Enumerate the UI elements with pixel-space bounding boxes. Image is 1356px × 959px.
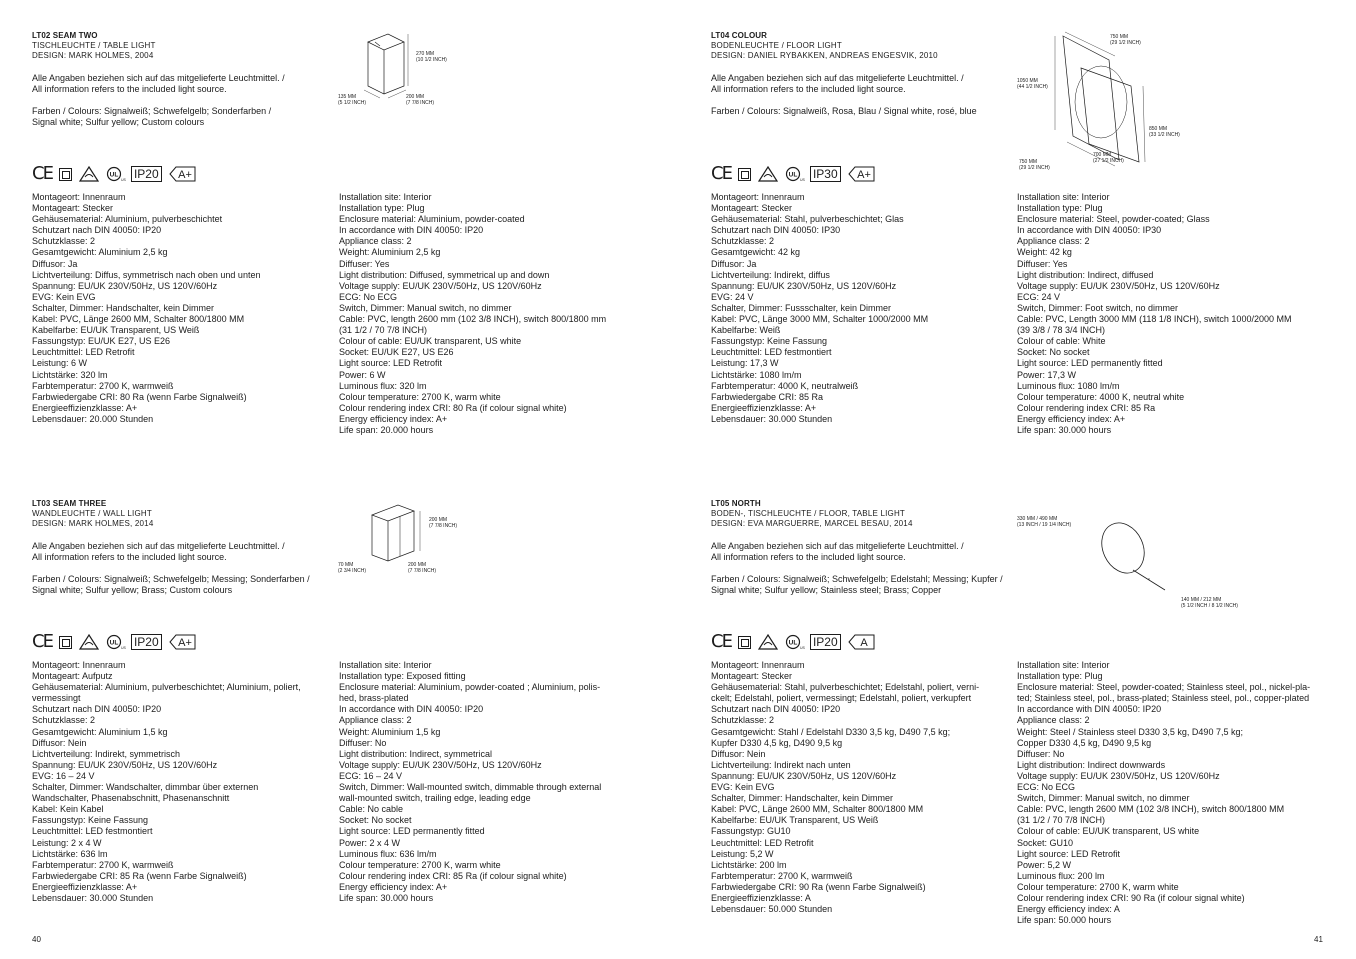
- lt02-drawing: [336, 28, 466, 108]
- colours-note: Farben / Colours: Signalweiß, Rosa, Blau / Signal white, rosé, blue: [711, 106, 977, 116]
- dim-label: 750 MM: [1110, 34, 1129, 40]
- dim-label: (27 1/2 INCH): [1093, 158, 1124, 164]
- spec-list-en: Installation site: Interior Installation type: Plug Enclosure material: Aluminium, powder-coated In accordance with DIN 40050: IP20 Appliance class: 2 Weight: Aluminium 2,5 kg Diffuser: Yes Light distribution: Diffused, symmetrical up and down Voltage supply: EU/UK 230V/50Hz, US 120V/60Hz ECG: No ECG Switch, Dimmer: Manual switch, no dimmer Cable: PVC, length 2600 mm (102 3/8 INCH), switch 800/1800 mm (31 1/2 / 70 7/8 INCH) Colour of cable: EU/UK transparent, US white Socket: EU/UK E27, US E26 Light source: LED Retrofit Power: 6 W Luminous flux: 320 lm Colour temperature: 2700 K, warm white Colour rendering index CRI: 80 Ra (if colour signal white) Energy efficiency index: A+ Life span: 20.000 hours: [339, 192, 607, 435]
- dim-label: (13 INCH / 19 1/4 INCH): [1017, 522, 1072, 528]
- product-type: BODEN-, TISCHLEUCHTE / FLOOR, TABLE LIGHT: [711, 509, 906, 518]
- info-note: Alle Angaben beziehen sich auf das mitgelieferte Leuchtmittel. / All information refers to the included light source.: [711, 541, 964, 562]
- spec-list-de: Montageort: Innenraum Montageart: Aufputz Gehäusematerial: Aluminium, pulverbeschichtet; Aluminium, poliert, vermessingt Schutzart nach DIN 40050: IP20 Schutzklasse: 2 Gesamtgewicht: Aluminium 1,5 kg Diffusor: Nein Lichtverteilung: Indirekt, symmetrisch Spannung: EU/UK 230V/50Hz, US 120V/60Hz EVG: 16 – 24 V Schalter, Dimmer: Wandschalter, dimmbar über externen Wandschalter, Phasenabschnitt, Phasenanschnitt Kabel: Kein Kabel Fassungstyp: Keine Fassung Leuchtmittel: LED festmontiert Leistung: 2 x 4 W Lichtstärke: 636 lm Farbtemperatur: 2700 K, warmweiß Farbwiedergabe CRI: 85 Ra (wenn Farbe Signalweiß) Energieeffizienzklasse: A+ Lebensdauer: 30.000 Stunden: [32, 660, 301, 903]
- dim-label: (44 1/2 INCH): [1017, 84, 1048, 90]
- svg-text:UL: UL: [788, 171, 798, 179]
- energy-class-icon: [169, 634, 196, 650]
- ce-mark-icon: CE: [32, 163, 52, 184]
- dim-label: (7 7/8 INCH): [408, 568, 437, 574]
- spec-list-de: Montageort: Innenraum Montageart: Stecker Gehäusematerial: Stahl, pulverbeschichtet; Edelstahl, poliert, verni- ckelt; Edelstahl, poliert, vermessingt; Edelstahl, poliert, verkupfert Schutzart nach DIN 40050: IP20 Schutzklasse: 2 Gesamtgewicht: Stahl / Edelstahl D330 3,5 kg, D490 7,5 kg; Kupfer D330 4,5 kg, D490 9,5 kg Diffusor: Nein Lichtverteilung: Indirekt nach unten Spannung: EU/UK 230V/50Hz, US 120V/60Hz EVG: Kein EVG Schalter, Dimmer: Handschalter, kein Dimmer Kabel: PVC, Länge 2600 MM, Schalter 800/1800 MM Kabelfarbe: EU/UK Transparent, US Weiß Fassungstyp: GU10 Leuchtmittel: LED Retrofit Leistung: 5,2 W Lichtstärke: 200 lm Farbtemperatur: 2700 K, warmweiß Farbwiedergabe CRI: 90 Ra (wenn Farbe Signalweiß) Energieeffizienzklasse: A Lebensdauer: 50.000 Stunden: [711, 660, 980, 915]
- svg-text:UL: UL: [109, 639, 119, 647]
- dim-label: 700 MM: [1093, 152, 1112, 158]
- dim-label: 140 MM / 212 MM: [1181, 597, 1222, 603]
- info-note: Alle Angaben beziehen sich auf das mitgelieferte Leuchtmittel. / All information refers to the included light source.: [711, 73, 964, 94]
- page-number-left: 40: [32, 935, 41, 944]
- energy-class-icon: [169, 166, 196, 182]
- dim-label: 200 MM: [429, 517, 448, 523]
- lt04-drawing: [1015, 30, 1195, 175]
- ul-mark-icon: [106, 166, 124, 182]
- rcm-triangle-icon: [79, 166, 99, 182]
- ip-rating-badge: IP20: [131, 166, 162, 182]
- svg-text:UL: UL: [109, 171, 119, 179]
- lt03-drawing: [336, 497, 476, 579]
- svg-text:US: US: [120, 178, 126, 182]
- product-title: LT04 COLOUR: [711, 31, 768, 40]
- dim-label: 200 MM: [406, 94, 425, 100]
- spec-list-en: Installation site: Interior Installation type: Plug Enclosure material: Steel, powder-coated; Stainless steel, pol., nickel-pla- ted; Stainless steel, pol., brass-plated; Stainless steel, pol., copper-plated In accordance with DIN 40050: IP20 Appliance class: 2 Weight: Steel / Stainless steel D330 3,5 kg, D490 7,5 kg; Copper D330 4,5 kg, D490 9,5 kg Diffuser: No Light distribution: Indirect downwards Voltage supply: EU/UK 230V/50Hz, US 120V/60Hz ECG: No ECG Switch, Dimmer: Manual switch, no dimmer Cable: PVC, length 2600 MM (102 3/8 INCH), switch 800/1800 MM (31 1/2 / 70 7/8 INCH) Colour of cable: EU/UK transparent, US white Socket: GU10 Light source: LED Retrofit Power: 5,2 W Luminous flux: 200 lm Colour temperature: 2700 K, warm white Colour rendering index CRI: 90 Ra (if colour signal white) Energy efficiency index: A Life span: 50.000 hours: [1017, 660, 1311, 926]
- dim-label: (5 1/2 INCH / 8 1/2 INCH): [1181, 603, 1238, 609]
- colours-note: Farben / Colours: Signalweiß; Schwefelgelb; Messing; Sonderfarben / Signal white; Sulfur yellow; Brass; Custom colours: [32, 574, 310, 595]
- ul-mark-icon: [785, 166, 803, 182]
- ce-mark-icon: CE: [711, 631, 731, 652]
- ul-mark-icon: [106, 634, 124, 650]
- double-insulation-icon: [738, 168, 751, 181]
- dim-label: 850 MM: [1149, 126, 1168, 132]
- product-type: BODENLEUCHTE / FLOOR LIGHT: [711, 41, 842, 50]
- svg-text:A+: A+: [856, 169, 871, 181]
- dim-label: 135 MM: [338, 94, 357, 100]
- dim-label: (7 7/8 INCH): [429, 523, 458, 529]
- colours-note: Farben / Colours: Signalweiß; Schwefelgelb; Edelstahl; Messing; Kupfer / Signal white; Sulfur yellow; Stainless steel; Brass; Copper: [711, 574, 1003, 595]
- product-title: LT03 SEAM THREE: [32, 499, 107, 508]
- ce-mark-icon: CE: [32, 631, 52, 652]
- dim-label: 1050 MM: [1017, 78, 1038, 84]
- product-design: DESIGN: MARK HOLMES, 2014: [32, 519, 154, 528]
- product-lt02: [32, 31, 332, 128]
- double-insulation-icon: [59, 636, 72, 649]
- rcm-triangle-icon: [758, 634, 778, 650]
- product-design: DESIGN: MARK HOLMES, 2004: [32, 51, 154, 60]
- product-design: DESIGN: DANIEL RYBAKKEN, ANDREAS ENGESVIK, 2010: [711, 51, 938, 60]
- svg-text:A+: A+: [177, 637, 192, 649]
- dim-label: 270 MM: [416, 51, 435, 57]
- svg-text:UL: UL: [788, 639, 798, 647]
- product-type: TISCHLEUCHTE / TABLE LIGHT: [32, 41, 156, 50]
- dim-label: (2 3/4 INCH): [338, 568, 367, 574]
- rcm-triangle-icon: [758, 166, 778, 182]
- product-lt03: [32, 499, 332, 596]
- spec-list-de: Montageort: Innenraum Montageart: Stecker Gehäusematerial: Stahl, pulverbeschichtet; Glas Schutzart nach DIN 40050: IP30 Schutzklasse: 2 Gesamtgewicht: 42 kg Diffusor: Ja Lichtverteilung: Indirekt, diffus Spannung: EU/UK 230V/50Hz, US 120V/60Hz EVG: 24 V Schalter, Dimmer: Fussschalter, kein Dimmer Kabel: PVC, Länge 3000 MM, Schalter 1000/2000 MM Kabelfarbe: Weiß Fassungstyp: Keine Fassung Leuchtmittel: LED festmontiert Leistung: 17,3 W Lichtstärke: 1080 lm/m Farbtemperatur: 4000 K, neutralweiß Farbwiedergabe CRI: 85 Ra Energieeffizienzklasse: A+ Lebensdauer: 30.000 Stunden: [711, 192, 929, 424]
- ip-rating-badge: IP20: [810, 634, 841, 650]
- svg-text:US: US: [799, 646, 805, 650]
- info-note: Alle Angaben beziehen sich auf das mitgelieferte Leuchtmittel. / All information refers to the included light source.: [32, 73, 285, 94]
- dim-label: (29 1/2 INCH): [1110, 40, 1141, 46]
- product-type: WANDLEUCHTE / WALL LIGHT: [32, 509, 152, 518]
- certification-row: [32, 633, 196, 651]
- product-title: LT05 NORTH: [711, 499, 761, 508]
- dim-label: (10 1/2 INCH): [416, 57, 447, 63]
- ip-rating-badge: IP20: [131, 634, 162, 650]
- lt05-drawing: [1015, 512, 1255, 612]
- product-design: DESIGN: EVA MARGUERRE, MARCEL BESAU, 2014: [711, 519, 913, 528]
- dim-label: (29 1/2 INCH): [1019, 165, 1050, 171]
- ul-mark-icon: [785, 634, 803, 650]
- ip-rating-badge: IP30: [810, 166, 841, 182]
- double-insulation-icon: [738, 636, 751, 649]
- certification-row: [32, 165, 196, 183]
- colours-note: Farben / Colours: Signalweiß; Schwefelgelb; Sonderfarben / Signal white; Sulfur yellow; Custom colours: [32, 106, 272, 127]
- energy-class-icon: [848, 166, 875, 182]
- product-lt05: [711, 499, 1021, 596]
- product-title: LT02 SEAM TWO: [32, 31, 98, 40]
- svg-text:A+: A+: [177, 169, 192, 181]
- svg-text:A: A: [859, 637, 868, 649]
- spec-list-en: Installation site: Interior Installation type: Exposed fitting Enclosure material: Aluminium, powder-coated ; Aluminium, polis- hed, brass-plated In accordance with DIN 40050: IP20 Appliance class: 2 Weight: Aluminium 1,5 kg Diffuser: No Light distribution: Indirect, symmetrical Voltage supply: EU/UK 230V/50Hz, US 120V/60Hz ECG: 16 – 24 V Switch, Dimmer: Wall-mounted switch, dimmable through external wall-mounted switch, trailing edge, leading edge Cable: No cable Socket: No socket Light source: LED permanently fitted Power: 2 x 4 W Luminous flux: 636 lm/m Colour temperature: 2700 K, warm white Colour rendering index CRI: 85 Ra (if colour signal white) Energy efficiency index: A+ Life span: 30.000 hours: [339, 660, 602, 903]
- certification-row: [711, 633, 875, 651]
- ce-mark-icon: CE: [711, 163, 731, 184]
- page-number-right: 41: [1314, 935, 1323, 944]
- spec-list-de: Montageort: Innenraum Montageart: Stecker Gehäusematerial: Aluminium, pulverbeschichtet Schutzart nach DIN 40050: IP20 Schutzklasse: 2 Gesamtgewicht: Aluminium 2,5 kg Diffusor: Ja Lichtverteilung: Diffus, symmetrisch nach oben und unten Spannung: EU/UK 230V/50Hz, US 120V/60Hz EVG: Kein EVG Schalter, Dimmer: Handschalter, kein Dimmer Kabel: PVC, Länge 2600 MM, Schalter 800/1800 MM Kabelfarbe: EU/UK Transparent, US Weiß Fassungstyp: EU/UK E27, US E26 Leuchtmittel: LED Retrofit Leistung: 6 W Lichtstärke: 320 lm Farbtemperatur: 2700 K, warmweiß Farbwiedergabe CRI: 80 Ra (wenn Farbe Signalweiß) Energieeffizienzklasse: A+ Lebensdauer: 20.000 Stunden: [32, 192, 261, 424]
- dim-label: 70 MM: [338, 562, 354, 568]
- dim-label: (7 7/8 INCH): [406, 100, 435, 106]
- info-note: Alle Angaben beziehen sich auf das mitgelieferte Leuchtmittel. / All information refers to the included light source.: [32, 541, 285, 562]
- dim-label: 750 MM: [1019, 159, 1038, 165]
- energy-class-icon: [848, 634, 875, 650]
- spec-list-en: Installation site: Interior Installation type: Plug Enclosure material: Steel, powder-coated; Glass In accordance with DIN 40050: IP30 Appliance class: 2 Weight: 42 kg Diffuser: Yes Light distribution: Indirect, diffused Voltage supply: EU/UK 230V/50Hz, US 120V/60Hz ECG: 24 V Switch, Dimmer: Foot switch, no dimmer Cable: PVC, Length 3000 MM (118 1/8 INCH), switch 1000/2000 MM (39 3/8 / 78 3/4 INCH) Colour of cable: White Socket: No socket Light source: LED permanently fitted Power: 17,3 W Luminous flux: 1080 lm/m Colour temperature: 4000 K, neutral white Colour rendering index CRI: 85 Ra Energy efficiency index: A+ Life span: 30.000 hours: [1017, 192, 1292, 435]
- certification-row: [711, 165, 875, 183]
- double-insulation-icon: [59, 168, 72, 181]
- product-lt04: [711, 31, 1011, 117]
- svg-text:US: US: [799, 178, 805, 182]
- dim-label: 330 MM / 490 MM: [1017, 516, 1058, 522]
- dim-label: 200 MM: [408, 562, 427, 568]
- dim-label: (33 1/2 INCH): [1149, 132, 1180, 138]
- dim-label: (5 1/2 INCH): [338, 100, 367, 106]
- rcm-triangle-icon: [79, 634, 99, 650]
- svg-text:US: US: [120, 646, 126, 650]
